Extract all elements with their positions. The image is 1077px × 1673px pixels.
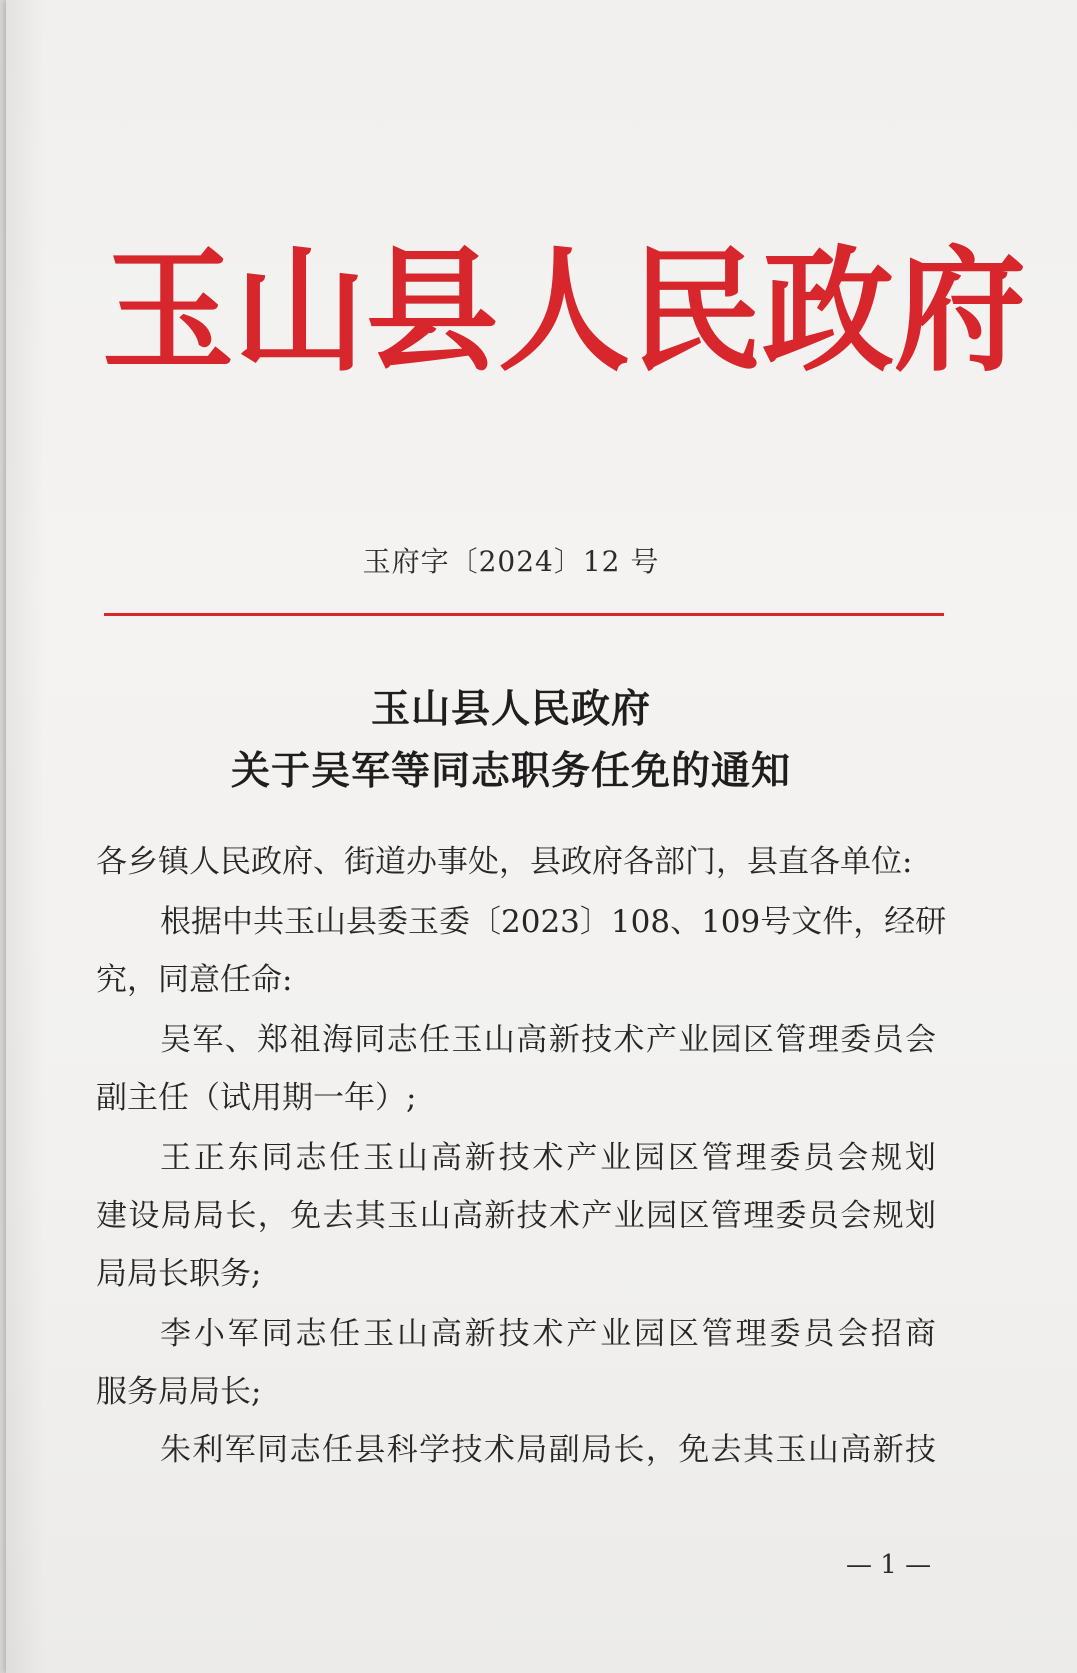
document-title-line-2: 关于吴军等同志职务任免的通知 xyxy=(230,748,791,794)
document-title-line-1: 玉山县人民政府 xyxy=(370,686,651,732)
masthead-character: 政 xyxy=(762,232,894,391)
document-page xyxy=(6,0,1077,1673)
paragraph-line: 局局长职务; xyxy=(96,1256,262,1292)
document-number: 玉府字〔2024〕12 号 xyxy=(362,545,660,578)
paragraph-line: 建 设 局 局 长 ， 免 去 其 玉 山 高 新 技 术 产 业 园 区 管 理 委 员 会 规 划 xyxy=(96,1198,936,1234)
masthead-character: 山 xyxy=(234,232,366,391)
masthead-character: 府 xyxy=(894,232,1026,391)
paragraph-line: 究，同意任命: xyxy=(96,962,293,998)
red-separator-line xyxy=(104,613,944,616)
masthead-character: 民 xyxy=(630,232,762,391)
paragraph-line: 李 小 军 同 志 任 玉 山 高 新 技 术 产 业 园 区 管 理 委 员 会 招 商 xyxy=(160,1316,936,1352)
paragraph-line: 服务局局长; xyxy=(96,1374,262,1410)
paragraph-line: 根 据 中 共 玉 山 县 委 玉 委 〔 2023 〕 108 、 109 号 文 件 ， 经 研 xyxy=(160,904,947,940)
masthead-character: 玉 xyxy=(102,232,234,391)
red-masthead xyxy=(102,232,1026,392)
page-number: — 1 — xyxy=(846,1550,932,1580)
masthead-character: 人 xyxy=(498,232,630,391)
paragraph-line: 朱 利 军 同 志 任 县 科 学 技 术 局 副 局 长 ， 免 去 其 玉 山 高 新 技 xyxy=(160,1432,936,1468)
addressee-line: 各乡镇人民政府、街道办事处，县政府各部门，县直各单位: xyxy=(96,844,913,880)
paragraph-line: 王 正 东 同 志 任 玉 山 高 新 技 术 产 业 园 区 管 理 委 员 会 规 划 xyxy=(160,1140,936,1176)
paragraph-line: 副主任（试用期一年）; xyxy=(96,1080,417,1116)
masthead-character: 县 xyxy=(366,232,498,391)
paragraph-line: 吴 军 、 郑 祖 海 同 志 任 玉 山 高 新 技 术 产 业 园 区 管 理 委 员 会 xyxy=(160,1022,936,1058)
